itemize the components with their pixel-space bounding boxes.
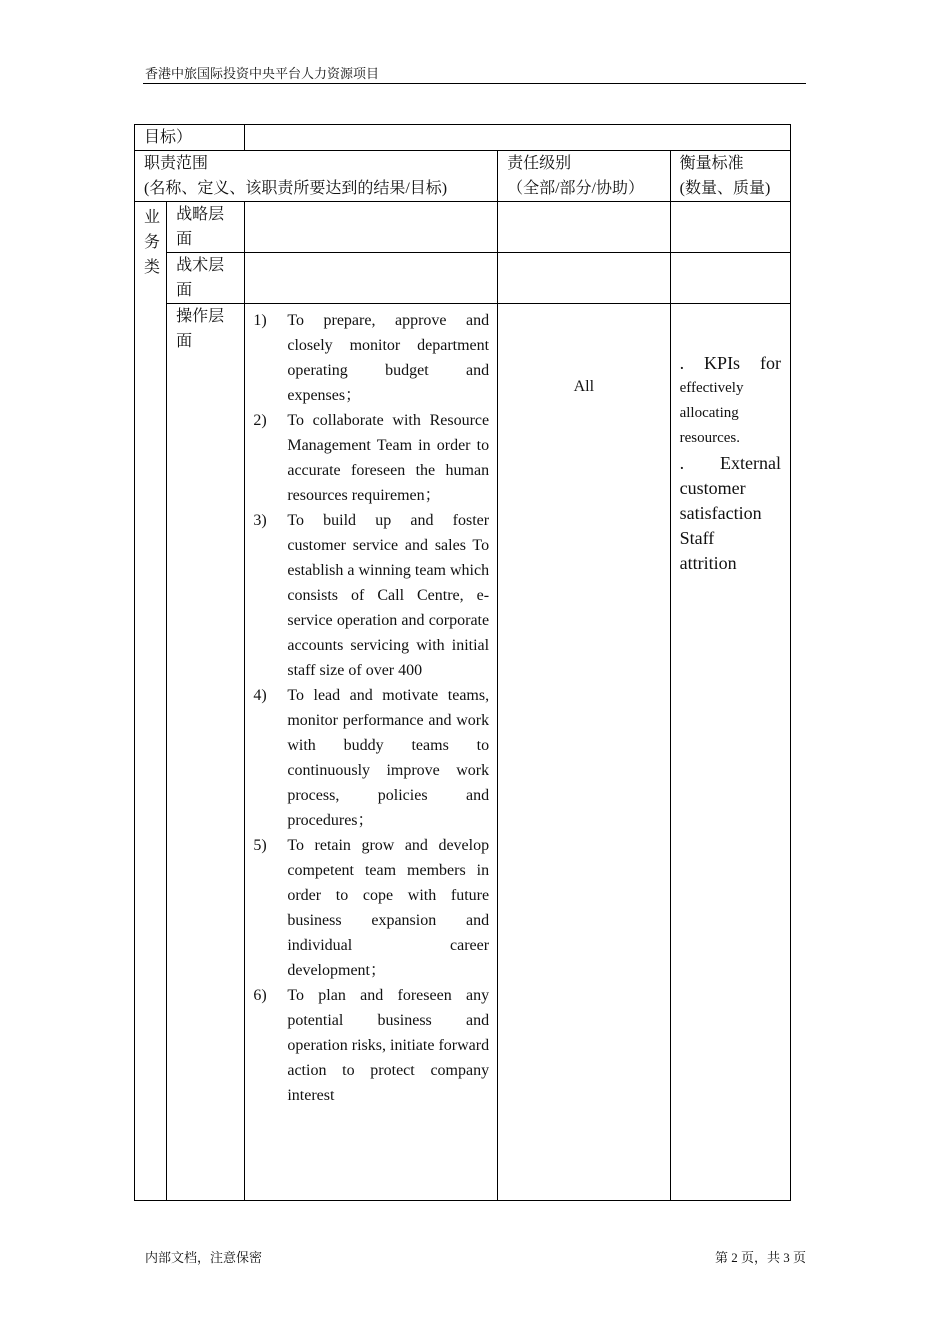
- measure-header-title: 衡量标准: [679, 155, 744, 172]
- measure-list: [671, 304, 790, 576]
- list-item: [253, 983, 489, 1108]
- level-strategic-line1: 战略层: [176, 206, 225, 223]
- category-char-3: 类: [144, 259, 161, 276]
- level-tactical-line2: 面: [176, 282, 193, 299]
- measure-line: effectively: [679, 380, 744, 396]
- list-item: [253, 308, 489, 408]
- duty-text: To prepare, approve and closely monitor department operating budget and expenses；: [287, 312, 490, 404]
- measure-line: Staff: [679, 528, 715, 548]
- duties-list: [245, 304, 497, 1108]
- level-header-title: 责任级别: [507, 155, 572, 172]
- duty-text: To retain grow and develop competent team members in order to cope with future business expansion and individual career development；: [287, 837, 490, 979]
- page-header-title: 香港中旅国际投资中央平台人力资源项目: [145, 66, 380, 81]
- operational-duties-cell: [245, 304, 498, 1201]
- tactical-responsibility-cell: [498, 253, 671, 304]
- measure-header-cell: [670, 151, 790, 202]
- level-operational: [167, 304, 245, 1201]
- header-divider: [143, 83, 806, 84]
- duty-number: 4): [253, 687, 267, 704]
- goal-value-cell: [245, 125, 791, 151]
- footer-confidential: 内部文档，注意保密: [145, 1250, 263, 1265]
- list-item: [253, 683, 489, 833]
- measure-header-subtitle: (数量、质量): [679, 180, 771, 197]
- measure-line: allocating: [679, 405, 739, 421]
- scope-header-cell: [135, 151, 498, 202]
- level-operational-line1: 操作层: [176, 308, 225, 325]
- level-strategic-line2: 面: [176, 231, 193, 248]
- measure-line: . KPIs for: [679, 353, 781, 373]
- measure-line: resources.: [679, 430, 740, 446]
- list-item: [253, 408, 489, 508]
- duty-text: To build up and foster customer service and sales To establish a winning team which consists of Call Centre, e-service operation and corporate accounts servicing with initial staff size of over 400: [287, 512, 490, 679]
- goal-row: [135, 125, 791, 151]
- goal-label: 目标）: [135, 125, 245, 151]
- duty-number: 6): [253, 987, 267, 1004]
- header-row: [135, 151, 791, 202]
- operational-measure-cell: [670, 304, 790, 1201]
- operational-row: [135, 304, 791, 1201]
- duty-number: 2): [253, 412, 267, 429]
- duty-number: 5): [253, 837, 267, 854]
- level-strategic: [167, 202, 245, 253]
- category-char-1: 业: [144, 209, 161, 226]
- measure-line: . External: [679, 453, 781, 473]
- tactical-row: [135, 253, 791, 304]
- job-description-table-wrapper: [134, 124, 791, 1201]
- duty-number: 3): [253, 512, 267, 529]
- responsibility-value: All: [573, 378, 595, 395]
- duty-text: To plan and foreseen any potential business and operation risks, initiate forward action to protect company interest: [287, 987, 490, 1104]
- measure-line: customer: [679, 478, 746, 498]
- measure-line: attrition: [679, 553, 737, 573]
- level-header-subtitle: （全部/部分/协助）: [507, 180, 644, 197]
- scope-header-subtitle: (名称、定义、该职责所要达到的结果/目标): [144, 180, 448, 197]
- operational-responsibility-cell: [498, 304, 671, 1201]
- measure-line: satisfaction: [679, 503, 762, 523]
- level-tactical: [167, 253, 245, 304]
- level-operational-line2: 面: [176, 333, 193, 350]
- duty-text: To collaborate with Resource Management Team in order to accurate foreseen the human resources requiremen；: [287, 412, 490, 504]
- footer-page-number: 第 2 页，共 3 页: [714, 1250, 806, 1265]
- strategic-measure-cell: [670, 202, 790, 253]
- level-tactical-line1: 战术层: [176, 257, 225, 274]
- list-item: [253, 833, 489, 983]
- level-header-cell: [498, 151, 671, 202]
- strategic-duties-cell: [245, 202, 498, 253]
- tactical-measure-cell: [670, 253, 790, 304]
- strategic-responsibility-cell: [498, 202, 671, 253]
- duty-text: To lead and motivate teams, monitor performance and work with buddy teams to continuously improve work process, policies and procedures；: [287, 687, 490, 829]
- category-char-2: 务: [144, 234, 161, 251]
- category-cell: [135, 202, 167, 1201]
- job-description-table: [134, 124, 791, 1201]
- list-item: [253, 508, 489, 683]
- duty-number: 1): [253, 312, 267, 329]
- strategic-row: [135, 202, 791, 253]
- tactical-duties-cell: [245, 253, 498, 304]
- scope-header-title: 职责范围: [144, 155, 209, 172]
